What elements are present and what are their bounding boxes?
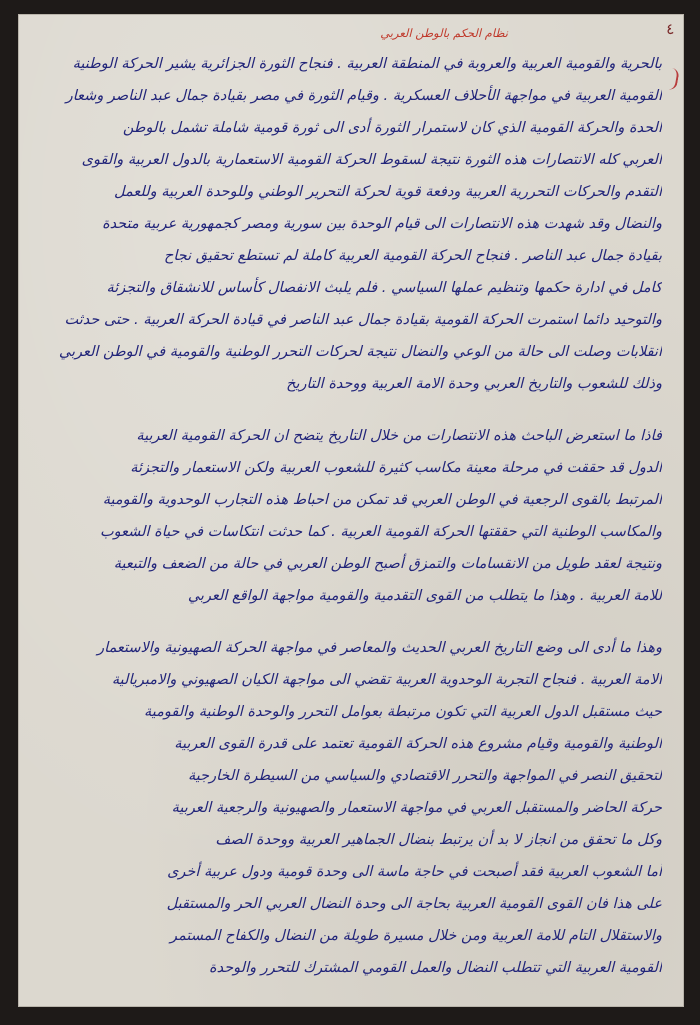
handwritten-line: القومية العربية التي تتطلب النضال والعمل القومي المشترك للتحرر والوحدة [209, 960, 662, 976]
margin-bracket-mark [664, 67, 680, 91]
handwritten-line: الحدة والحركة القومية الذي كان لاستمرار الثورة أدى الى ثورة قومية شاملة تشمل بالوطن [122, 120, 662, 136]
handwritten-line: وكل ما تحقق من انجاز لا بد أن يرتبط بنضال الجماهير العربية ووحدة الصف [215, 832, 662, 848]
handwritten-line: القومية العربية في مواجهة الأحلاف العسكرية . وقيام الثورة في مصر بقيادة جمال عبد الناصر وشعار [65, 88, 662, 104]
handwritten-line: بالحرية والقومية العربية والعروبة في المنطقة العربية . فنجاح الثورة الجزائرية يشير الحركة الوطنية [72, 56, 662, 72]
handwritten-line: العربي كله الانتصارات هذه الثورة نتيجة لسقوط الحركة القومية الاستعمارية بالدول العربية والقوى [81, 152, 662, 168]
handwritten-line: التقدم والحركات التحررية العربية ودفعة قوية لحركة التحرير الوطني وللوحدة العربية وللعمل [114, 184, 662, 200]
handwritten-line: لتحقيق النصر في المواجهة والتحرر الاقتصادي والسياسي من السيطرة الخارجية [187, 768, 662, 784]
handwritten-line: كامل في ادارة حكمها وتنظيم عملها السياسي . فلم يلبث الانفصال كأساس للانشقاق والتجزئة [106, 280, 662, 296]
handwritten-line: للامة العربية . وهذا ما يتطلب من القوى التقدمية والقومية مواجهة الواقع العربي [187, 588, 662, 604]
handwritten-line: الامة العربية . فنجاح التجربة الوحدوية العربية تقضي الى مواجهة الكيان الصهيوني والامبريالية [111, 672, 662, 688]
handwritten-page [18, 14, 684, 1007]
handwritten-line: الدول قد حققت في مرحلة معينة مكاسب كثيرة للشعوب العربية ولكن الاستعمار والتجزئة [130, 460, 662, 476]
handwritten-line: على هذا فان القوى القومية العربية بحاجة الى وحدة النضال العربي الحر والمستقبل [166, 896, 662, 912]
paragraph-gap [40, 400, 662, 420]
header-annotation: نظام الحكم بالوطن العربي [380, 26, 508, 40]
handwritten-text-block [40, 48, 662, 976]
handwritten-line: الوطنية والقومية وقيام مشروع هذه الحركة القومية تعتمد على قدرة القوى العربية [174, 736, 662, 752]
handwritten-line: والتوحيد دائما استمرت الحركة القومية بقيادة جمال عبد الناصر في قيادة الحركة العربية . حتى حدثت [64, 312, 662, 328]
handwritten-line: بقيادة جمال عبد الناصر . فنجاح الحركة القومية العربية كاملة لم تستطع تحقيق نجاح [163, 248, 662, 264]
page-number: ٤ [665, 19, 675, 39]
handwritten-line: وهذا ما أدى الى وضع التاريخ العربي الحديث والمعاصر في مواجهة الحركة الصهيونية والاستعمار [97, 640, 662, 656]
handwritten-line: أما الشعوب العربية فقد أصبحت في حاجة ماسة الى وحدة قومية ودول عربية أخرى [167, 864, 662, 880]
handwritten-line: والمكاسب الوطنية التي حققتها الحركة القومية العربية . كما حدثت انتكاسات في حياة الشعوب [99, 524, 662, 540]
handwritten-line: حركة الحاضر والمستقبل العربي في مواجهة الاستعمار والصهيونية والرجعية العربية [171, 800, 662, 816]
handwritten-line: المرتبط بالقوى الرجعية في الوطن العربي قد تمكن من احباط هذه التجارب الوحدوية والقومية [102, 492, 662, 508]
handwritten-line: انقلابات وصلت الى حالة من الوعي والنضال نتيجة لحركات التحرر الوطنية والقومية في الوطن العربي [58, 344, 662, 360]
handwritten-line: وذلك للشعوب والتاريخ العربي وحدة الامة العربية ووحدة التاريخ [286, 376, 662, 392]
handwritten-line: ونتيجة لعقد طويل من الانقسامات والتمزق أصبح الوطن العربي في حالة من الضعف والتبعية [113, 556, 662, 572]
handwritten-line: والنضال وقد شهدت هذه الانتصارات الى قيام الوحدة بين سورية ومصر كجمهورية عربية متحدة [102, 216, 662, 232]
handwritten-line: والاستقلال التام للامة العربية ومن خلال مسيرة طويلة من النضال والكفاح المستمر [169, 928, 662, 944]
handwritten-line: حيث مستقبل الدول العربية التي تكون مرتبطة بعوامل التحرر والوحدة الوطنية والقومية [144, 704, 662, 720]
paragraph-gap [40, 612, 662, 632]
handwritten-line: فاذا ما استعرض الباحث هذه الانتصارات من خلال التاريخ يتضح ان الحركة القومية العربية [136, 428, 662, 444]
